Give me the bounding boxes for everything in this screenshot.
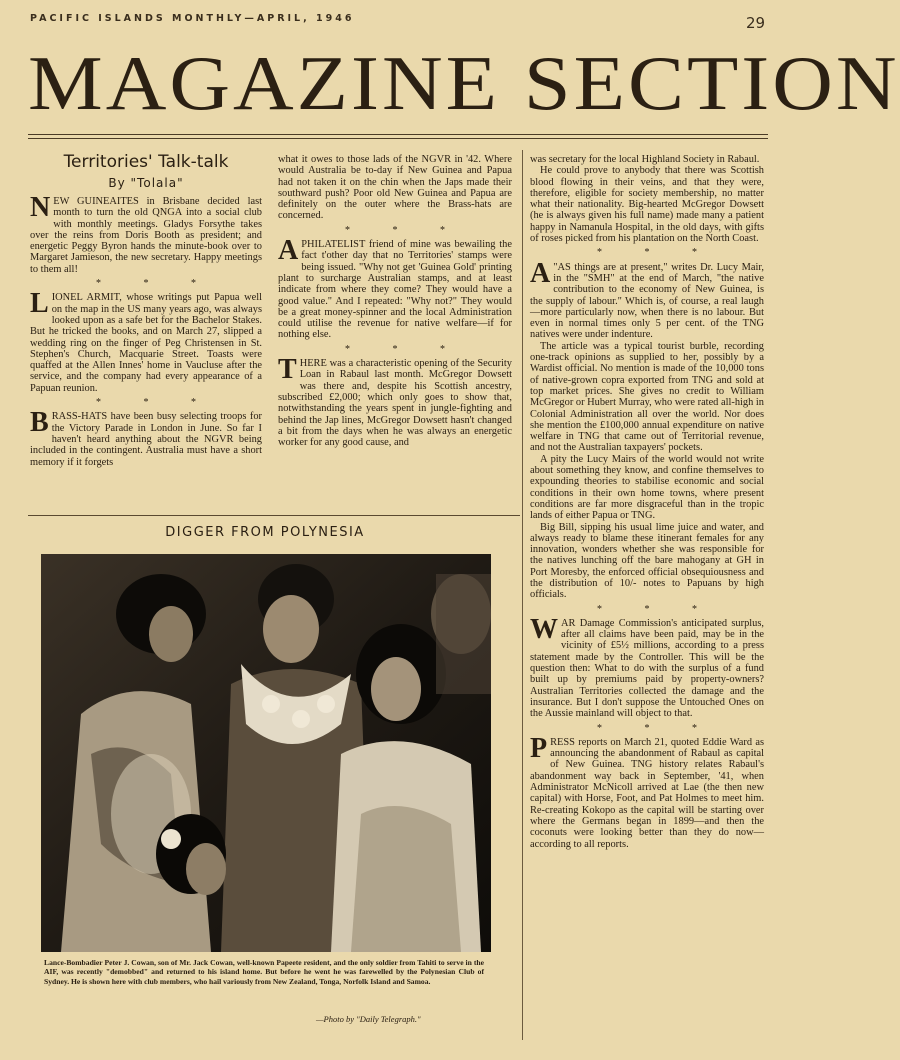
- paragraph: He could prove to anybody that there was Scottish blood flowing in their veins, and that they were, therefore, eligible for society membership, no matter what their nationality. Big-hearted McGregor Dowsett (he is always given his full name) made many a patient happy in Namanula Hospital, in the old days, with gifts of roses picked from his plantation on the North Coast.: [530, 165, 764, 245]
- drop-cap: A: [278, 235, 299, 267]
- drop-cap: P: [530, 732, 548, 764]
- paragraph: BRASS-HATS have been busy selecting troops for the Victory Parade in London in June. So far I haven't heard anything about the NGVR being included in the contingent. Australia must have a short memory if it forgets: [30, 407, 262, 468]
- separator-stars: * * *: [597, 603, 717, 615]
- photo-illustration: [41, 554, 491, 952]
- drop-cap: B: [30, 407, 49, 439]
- paragraph: what it owes to those lads of the NGVR in '42. Where would Australia be to-day if New Guinea and Papua had not taken it on the chin when the Japs made their southward push? Poor old New Guinea and Papua are definitely on the outer where the Brass-hats are concerned.: [278, 154, 512, 222]
- section-title: MAGAZINE SECTION: [28, 41, 900, 127]
- article-byline: By "Tolala": [108, 176, 184, 190]
- paragraph: The article was a typical tourist burble, recording one-track opinions as supplied to her, possibly by a Wardist official. No mention is made of the 10,000 tons of native-grown copra exported from TNG and sold at top market prices. She gives no credit to William McGregor or Hubert Murray, who were rated all-high in Colonial Administration all over the world. Nor does she mention the £100,000 annual expenditure on native welfare in TNG that came out of Territorial revenue, and not the Australian taxpayers' pockets.: [530, 340, 764, 454]
- title-rule: [28, 134, 768, 135]
- drop-cap: N: [30, 192, 51, 223]
- column-2: [278, 154, 512, 448]
- paragraph: A pity the Lucy Mairs of the world would not write about something they know, and confine themselves to expounding theories to stabilise economic and social conditions in their own home towns, where present conditions are far more disgraceful than in the tropic lands of either Papua or TNG.: [530, 453, 764, 522]
- drop-cap: A: [530, 257, 551, 289]
- article-headline: Territories' Talk-talk: [63, 152, 229, 172]
- title-rule-lower: [28, 138, 768, 139]
- drop-cap: L: [30, 288, 49, 320]
- photo-caption: Lance-Bombadier Peter J. Cowan, son of Mr. Jack Cowan, well-known Papeete resident, and the only soldier from Tahiti to serve in the AIF, was recently "demobbed" and returned to his island home. But before he went he was farewelled by the Polynesian Club of Sydney. He is shown here with club members, who hail variously from New Zealand, Tonga, Norfolk Island and Samoa.: [44, 958, 484, 986]
- separator-stars: * * *: [345, 343, 465, 355]
- photo-heading: DIGGER FROM POLYNESIA: [165, 525, 365, 540]
- paragraph: A "AS things are at present," writes Dr. Lucy Mair, in the "SMH" at the end of March, "the native contribution to the economy of New Guinea, is the supply of labour." Which is, of course, a real laugh—more particularly now, when there is no labour. But even in normal times only 5 per cent. of the TNG natives were under indenture.: [530, 257, 764, 341]
- paragraph: APHILATELIST friend of mine was bewailing the fact t'other day that no Territories' stamps were being issued. "Why not get 'Guinea Gold' printing plant to surcharge Australian stamps, and at least indicate from where they come? They would have a good value." And I repeated: "Why not?" They would be a great money-spinner and the local Administration could utilise the revenue for native welfare—if for nothing else.: [278, 235, 512, 341]
- paragraph: THERE was a characteristic opening of the Security Loan in Rabaul last month. McGregor Dowsett was there and, despite his Scottish ancestry, subscribed £2,000; which only goes to show that, notwithstanding the years spent in jungle-fighting and behind the Jap lines, McGregor Dowsett hasn't changed a bit from the days when he was always an energetic worker for any good cause, and: [278, 354, 512, 449]
- paragraph: was secretary for the local Highland Society in Rabaul.: [530, 154, 760, 165]
- drop-cap: W: [530, 613, 558, 645]
- paragraph: PRESS reports on March 21, quoted Eddie Ward as announcing the abandonment of Rabaul as capital of New Guinea. TNG history relates Rabaul's abandonment way back in September, '41, when Administrator McNicoll arrived at Lae (the then new capital) with Horse, Foot, and Pat Holmes to meet him. Re-creating Kokopo as the capital will be starting over where the Germans began in 1899—and then the coconuts were looking better than they do now—according to all reports.: [530, 732, 764, 850]
- photo-divider: [28, 515, 520, 516]
- paragraph: NEW GUINEAITES in Brisbane decided last month to turn the old QNGA into a social club with monthly meetings. Gladys Forsythe takes over the reins from Doris Booth as president; and energetic Peggy Byron hands the minute-book over to Margaret Jamieson, the new secretary. Happy meetings to them all!: [30, 192, 262, 275]
- separator-stars: * * *: [597, 247, 717, 259]
- photograph: [41, 554, 491, 952]
- drop-cap: T: [278, 354, 297, 386]
- page-number: 29: [746, 14, 766, 32]
- photo-credit: —Photo by "Daily Telegraph.": [316, 1014, 421, 1024]
- separator-stars: * * *: [597, 722, 717, 734]
- separator-stars: * * *: [345, 224, 465, 236]
- paragraph: Big Bill, sipping his usual lime juice and water, and always ready to blame these itinerant females for any innovation, wonders whether she was responsible for the natives lunching off the bare mahogany at GH in Port Moresby, the enforced official obsequiousness and the distribution of 10/- notes to Papuans by high officials.: [530, 521, 764, 601]
- column-3: [530, 154, 764, 850]
- paragraph: LIONEL ARMIT, whose writings put Papua well on the map in the US many years ago, was always looked upon as a safe bet for the Bachelor Stakes. But he tricked the books, and on March 27, slipped a wedding ring on the finger of Peg Christensen in St. Stephen's Church, Macquarie Street. Toasts were quaffed at the Allen Innes' home in Vaucluse after the service, and the company had every appearance of a Papuan reunion.: [30, 288, 262, 394]
- separator-stars: * * *: [96, 397, 216, 409]
- column-divider: [522, 150, 523, 1040]
- paragraph: WAR Damage Commission's anticipated surplus, after all claims have been paid, may be in the vicinity of £5½ millions, according to a press statement made by the Controller. This will be the question then: What to do with the surplus of a fund built up by premiums paid by property-owners? Australian Territories collected the damage and the insurance. But I don't suppose the Untouched Ones on the Aussie mainland will object to that.: [530, 613, 764, 720]
- running-head: PACIFIC ISLANDS MONTHLY—APRIL, 1946: [30, 13, 355, 24]
- separator-stars: * * *: [96, 278, 216, 290]
- column-1: [30, 152, 262, 468]
